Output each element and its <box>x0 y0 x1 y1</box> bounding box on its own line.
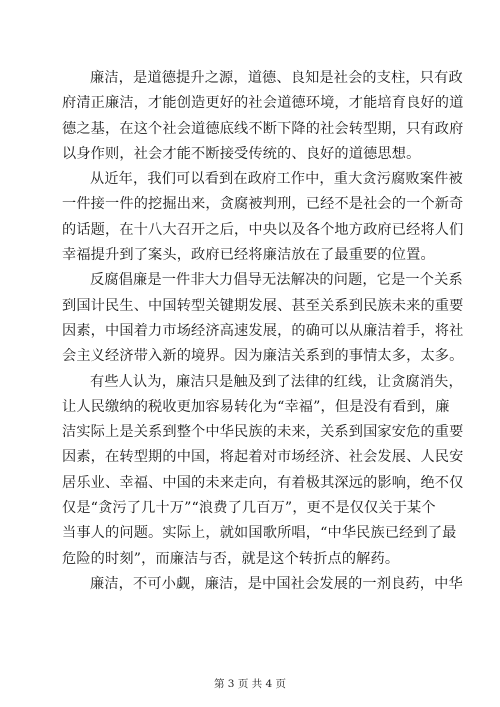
text-line: 从近年，我们可以看到在政府工作中，重大贪污腐败案件被 <box>90 171 463 188</box>
text-line: 一件接一件的挖掘出来，贪腐被判刑，已经不是社会的一个新奇 <box>62 196 464 213</box>
paragraph-3 <box>62 268 464 369</box>
paragraph-5 <box>62 572 463 597</box>
text-line: 反腐倡廉是一件非大力倡导无法解决的问题，它是一个关系 <box>90 272 463 289</box>
paragraph-4 <box>62 370 464 572</box>
text-line: 的话题，在十八大召开之后，中央以及各个地方政府已经将人们 <box>62 221 464 238</box>
text-line: 当事人的问题。实际上，就如国歌所唱，“中华民族已经到了最 <box>62 525 457 542</box>
text-line: 廉洁，不可小觑，廉洁，是中国社会发展的一剂良药，中华 <box>90 575 463 592</box>
text-line: 洁实际上是关系到整个中华民族的未来，关系到国家安危的重要 <box>62 424 464 441</box>
document-body <box>62 66 464 597</box>
paragraph-2 <box>62 167 464 268</box>
text-line: 居乐业、幸福、中国的未来走向，有着极其深远的影响，绝不仅 <box>62 474 464 491</box>
text-line: 幸福提升到了案头，政府已经将廉洁放在了最重要的位置。 <box>62 247 435 264</box>
text-line: 让人民缴纳的税收更加容易转化为“幸福”，但是没有看到，廉 <box>62 398 450 415</box>
text-line: 廉洁，是道德提升之源，道德、良知是社会的支柱，只有政 <box>90 70 463 86</box>
text-line: 仅是“贪污了几十万”“浪费了几百万”，更不是仅仅关于某个 <box>62 500 436 517</box>
text-line: 以身作则，社会才能不断接受传统的、良好的道德思想。 <box>62 145 421 162</box>
text-line: 有些人认为，廉洁只是触及到了法律的红线，让贪腐消失， <box>90 373 463 390</box>
page-footer: 第 3 页 共 4 页 <box>213 678 287 690</box>
text-line: 德之基，在这个社会道德底线不断下降的社会转型期，只有政府 <box>62 120 464 137</box>
text-line: 府清正廉洁，才能创造更好的社会道德环境，才能培育良好的道 <box>62 95 464 112</box>
text-line: 到国计民生、中国转型关键期发展、甚至关系到民族未来的重要 <box>62 297 464 314</box>
text-line: 危险的时刻”，而廉洁与否，就是这个转折点的解药。 <box>62 550 400 567</box>
text-line: 会主义经济带入新的境界。因为廉洁关系到的事情太多，太多。 <box>62 348 464 365</box>
text-line: 因素，中国着力市场经济高速发展，的确可以从廉洁着手，将社 <box>62 322 464 339</box>
text-line: 因素，在转型期的中国，将起着对市场经济、社会发展、人民安 <box>62 449 464 466</box>
paragraph-1 <box>62 66 464 167</box>
